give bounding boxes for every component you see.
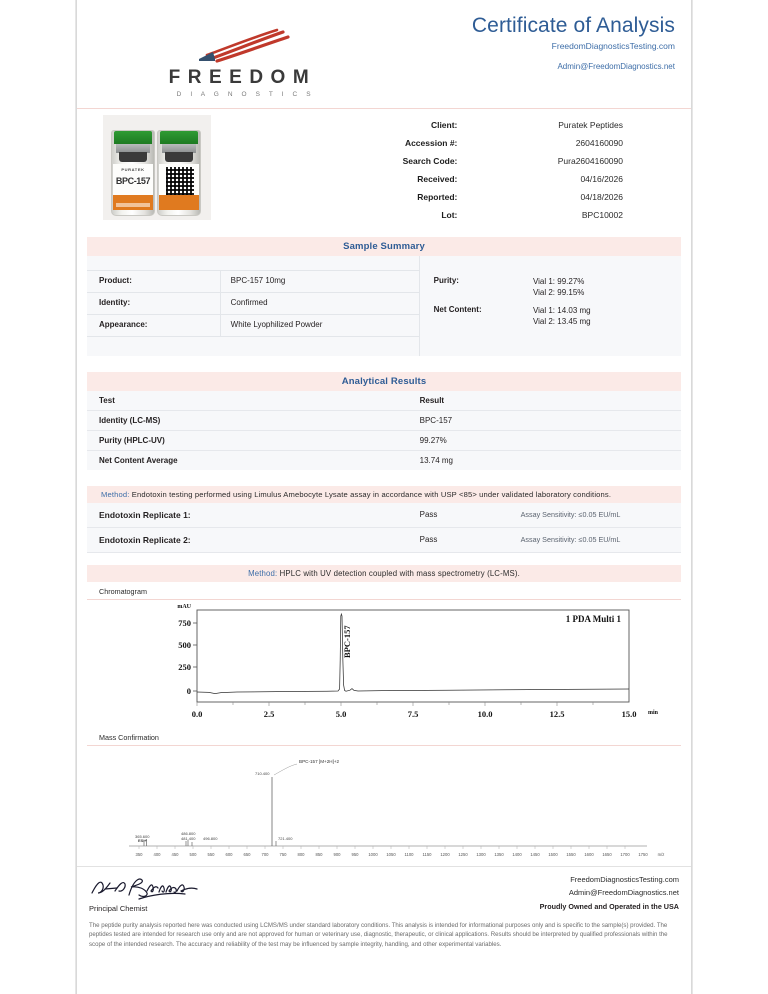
summary-label: Product: <box>99 275 132 285</box>
svg-text:1500: 1500 <box>548 851 558 857</box>
column-header-result: Result <box>419 395 445 405</box>
chromatogram-chart <box>87 600 681 728</box>
svg-text:2.5: 2.5 <box>263 708 275 719</box>
net-content-label: Net Content: <box>433 304 482 314</box>
endotoxin-sensitivity: Assay Sensitivity: ≤0.05 EU/mL <box>520 535 621 545</box>
analytical-results-table <box>87 391 681 470</box>
svg-text:496.800: 496.800 <box>203 835 218 841</box>
svg-text:7.5: 7.5 <box>407 708 419 719</box>
svg-text:800: 800 <box>297 851 305 857</box>
meta-row <box>239 193 679 202</box>
svg-text:BPC-157 [M+2H]+2: BPC-157 [M+2H]+2 <box>299 758 340 764</box>
summary-row-appearance <box>87 314 419 336</box>
meta-value: 04/16/2026 <box>580 173 623 184</box>
header-title-area <box>396 14 679 71</box>
svg-text:1700: 1700 <box>620 851 630 857</box>
signer-role: Principal Chemist <box>89 903 148 913</box>
svg-text:365.600: 365.600 <box>135 833 150 839</box>
test-result: BPC-157 <box>419 415 453 425</box>
summary-left-column <box>87 256 420 356</box>
page-title: Certificate of Analysis <box>471 14 675 37</box>
brand-subtitle: D I A G N O S T I C S <box>176 91 315 98</box>
method-prefix: Method: <box>248 568 278 578</box>
summary-row-identity <box>87 292 419 314</box>
test-name: Purity (HPLC-UV) <box>99 435 165 445</box>
method-prefix: Method: <box>101 489 130 499</box>
disclaimer-text: The peptide purity analysis reported here was conducted using LCMS/MS under standard laboratory conditions. This analysis is intended for informational purposes only and is specific to the sample(s) provided. The peptides tested are intended for research use only and are not approved for human or veterinary use, diagnostic, therapeutic, or clinical applications. Results should be interpreted by qualified professionals within the scope of the intended research. The accuracy and reliability of the test may be influenced by sample integrity, handling, and other experimental variables. <box>89 921 668 949</box>
svg-text:350: 350 <box>135 851 143 857</box>
meta-row <box>239 175 679 184</box>
endotoxin-result: Pass <box>419 535 438 545</box>
test-result: 99.27% <box>419 435 447 445</box>
svg-text:min: min <box>647 709 659 716</box>
meta-table <box>239 115 679 229</box>
sample-summary-panel <box>87 256 681 356</box>
vial-cap <box>160 131 198 144</box>
footer-email[interactable]: Admin@FreedomDiagnostics.net <box>568 887 679 897</box>
svg-text:1200: 1200 <box>440 851 450 857</box>
document-header <box>77 0 691 108</box>
summary-spacer <box>87 256 419 270</box>
header-email[interactable]: Admin@FreedomDiagnostics.net <box>557 62 675 72</box>
qr-code-icon <box>166 167 194 195</box>
sample-meta-section <box>77 109 691 237</box>
svg-text:15.0: 15.0 <box>621 708 637 719</box>
section-header-analytical-results: Analytical Results <box>87 372 681 391</box>
svg-text:600: 600 <box>225 851 233 857</box>
meta-label: Accession #: <box>404 137 458 148</box>
meta-value: BPC10002 <box>581 209 623 220</box>
logo-area <box>89 14 396 98</box>
meta-value: 04/18/2026 <box>580 191 623 202</box>
svg-text:1 PDA Multi 1: 1 PDA Multi 1 <box>565 613 621 624</box>
svg-text:1650: 1650 <box>602 851 612 857</box>
chromatogram-caption: Chromatogram <box>99 586 147 596</box>
meta-label: Lot: <box>441 209 458 220</box>
svg-text:450: 450 <box>171 851 179 857</box>
svg-text:900: 900 <box>333 851 341 857</box>
endotoxin-sensitivity: Assay Sensitivity: ≤0.05 EU/mL <box>520 510 621 520</box>
svg-text:5.0: 5.0 <box>335 708 347 719</box>
summary-row-net-content <box>420 299 681 328</box>
meta-label: Client: <box>430 120 458 130</box>
header-website[interactable]: FreedomDiagnosticsTesting.com <box>551 41 675 52</box>
endotoxin-label: Endotoxin Replicate 1: <box>99 509 191 520</box>
footer-usa-badge: Proudly Owned and Operated in the USA <box>539 901 679 911</box>
svg-text:500: 500 <box>189 851 197 857</box>
svg-text:1350: 1350 <box>494 851 504 857</box>
svg-text:1150: 1150 <box>422 851 432 857</box>
column-header-test: Test <box>99 395 115 405</box>
svg-text:1400: 1400 <box>512 851 522 857</box>
net-content-values <box>519 305 681 328</box>
product-photo <box>103 115 211 220</box>
footer-left <box>89 875 396 913</box>
section-header-sample-summary: Sample Summary <box>87 237 681 256</box>
hplc-method-banner <box>87 565 681 582</box>
vial-stopper <box>165 152 193 162</box>
summary-right-column <box>420 256 681 356</box>
vial-front <box>111 130 155 216</box>
purity-values <box>519 276 681 299</box>
purity-vial1: Vial 1: 99.27% <box>532 276 585 286</box>
footer-right <box>396 875 679 913</box>
test-result: 13.74 mg <box>419 455 453 465</box>
svg-text:700: 700 <box>261 851 269 857</box>
svg-text:1450: 1450 <box>530 851 540 857</box>
svg-text:1550: 1550 <box>566 851 576 857</box>
vial-label-stripe <box>116 203 150 207</box>
summary-value: Confirmed <box>220 293 419 314</box>
svg-text:1000: 1000 <box>368 851 378 857</box>
endotoxin-row-1 <box>87 503 681 528</box>
svg-text:550: 550 <box>207 851 215 857</box>
svg-text:mAU: mAU <box>177 603 191 610</box>
net-vial1: Vial 1: 14.03 mg <box>532 305 591 315</box>
method-text: HPLC with UV detection coupled with mass spectrometry (LC-MS). <box>279 568 520 578</box>
vial-brand-text: PURATEK <box>121 167 145 172</box>
summary-row-product <box>87 270 419 292</box>
summary-value: White Lyophilized Powder <box>220 315 419 336</box>
meta-value: 2604160090 <box>575 137 623 148</box>
svg-text:850: 850 <box>315 851 323 857</box>
svg-text:10.0: 10.0 <box>477 708 493 719</box>
svg-text:710.400: 710.400 <box>255 770 270 776</box>
summary-label: Appearance: <box>99 319 148 329</box>
meta-row <box>239 121 679 130</box>
table-header-row <box>87 391 681 411</box>
svg-text:750: 750 <box>178 617 191 628</box>
svg-text:500: 500 <box>178 639 191 650</box>
svg-text:1250: 1250 <box>458 851 468 857</box>
svg-text:486.800: 486.800 <box>181 830 196 836</box>
vial-label-orange <box>159 195 199 210</box>
vial-back <box>157 130 201 216</box>
chromatogram-svg <box>87 600 683 728</box>
test-name: Identity (LC-MS) <box>99 415 161 425</box>
mass-confirmation-chart <box>87 746 681 866</box>
document-footer <box>77 866 691 913</box>
net-vial2: Vial 2: 13.45 mg <box>532 317 591 327</box>
meta-label: Received: <box>417 173 458 184</box>
vial-cap <box>114 131 152 144</box>
svg-text:1050: 1050 <box>386 851 396 857</box>
table-row <box>87 431 681 451</box>
svg-text:950: 950 <box>351 851 359 857</box>
svg-text:650: 650 <box>243 851 251 857</box>
svg-text:ESI+: ESI+ <box>138 837 147 843</box>
summary-row-purity <box>420 270 681 299</box>
svg-text:721.400: 721.400 <box>278 835 293 841</box>
table-row <box>87 411 681 431</box>
svg-text:m/z: m/z <box>657 851 665 857</box>
table-row <box>87 451 681 470</box>
meta-value: Pura2604160090 <box>557 155 623 166</box>
svg-text:250: 250 <box>178 661 191 672</box>
meta-label: Search Code: <box>402 155 458 166</box>
purity-label: Purity: <box>433 275 459 285</box>
svg-text:1300: 1300 <box>476 851 486 857</box>
summary-empty-row <box>87 336 419 356</box>
svg-text:12.5: 12.5 <box>549 708 565 719</box>
svg-text:750: 750 <box>279 851 287 857</box>
flag-swoosh-icon <box>155 28 330 64</box>
svg-text:0: 0 <box>186 685 191 696</box>
summary-label: Identity: <box>99 297 131 307</box>
purity-vial2: Vial 2: 99.15% <box>532 288 585 298</box>
mass-confirmation-caption: Mass Confirmation <box>99 732 159 742</box>
vial-stopper <box>119 152 147 162</box>
footer-website[interactable]: FreedomDiagnosticsTesting.com <box>570 874 679 884</box>
svg-text:1600: 1600 <box>584 851 594 857</box>
svg-text:BPC-157: BPC-157 <box>342 624 352 658</box>
svg-text:400: 400 <box>153 851 161 857</box>
endotoxin-result: Pass <box>419 510 438 520</box>
signature-image <box>89 875 209 901</box>
summary-value: BPC-157 10mg <box>220 271 419 292</box>
meta-label: Reported: <box>417 191 458 202</box>
test-name: Net Content Average <box>99 455 178 465</box>
vial-product-text: BPC-157 <box>115 176 151 186</box>
svg-text:0.0: 0.0 <box>191 708 203 719</box>
meta-row <box>239 139 679 148</box>
brand-name: FREEDOM <box>168 67 317 88</box>
endotoxin-label: Endotoxin Replicate 2: <box>99 534 191 545</box>
meta-value: Puratek Peptides <box>558 120 623 130</box>
meta-row <box>239 157 679 166</box>
svg-text:1100: 1100 <box>404 851 414 857</box>
endotoxin-method-banner <box>87 486 681 503</box>
vial-photo-area <box>89 115 239 229</box>
mass-spec-svg <box>87 746 683 866</box>
svg-text:481.400: 481.400 <box>181 835 196 841</box>
endotoxin-row-2 <box>87 528 681 553</box>
summary-spacer <box>420 256 681 270</box>
svg-text:1750: 1750 <box>638 851 648 857</box>
meta-row <box>239 211 679 220</box>
document-page <box>76 0 692 994</box>
method-text: Endotoxin testing performed using Limulus Amebocyte Lysate assay in accordance with USP <85> under validated laboratory conditions. <box>131 489 612 499</box>
